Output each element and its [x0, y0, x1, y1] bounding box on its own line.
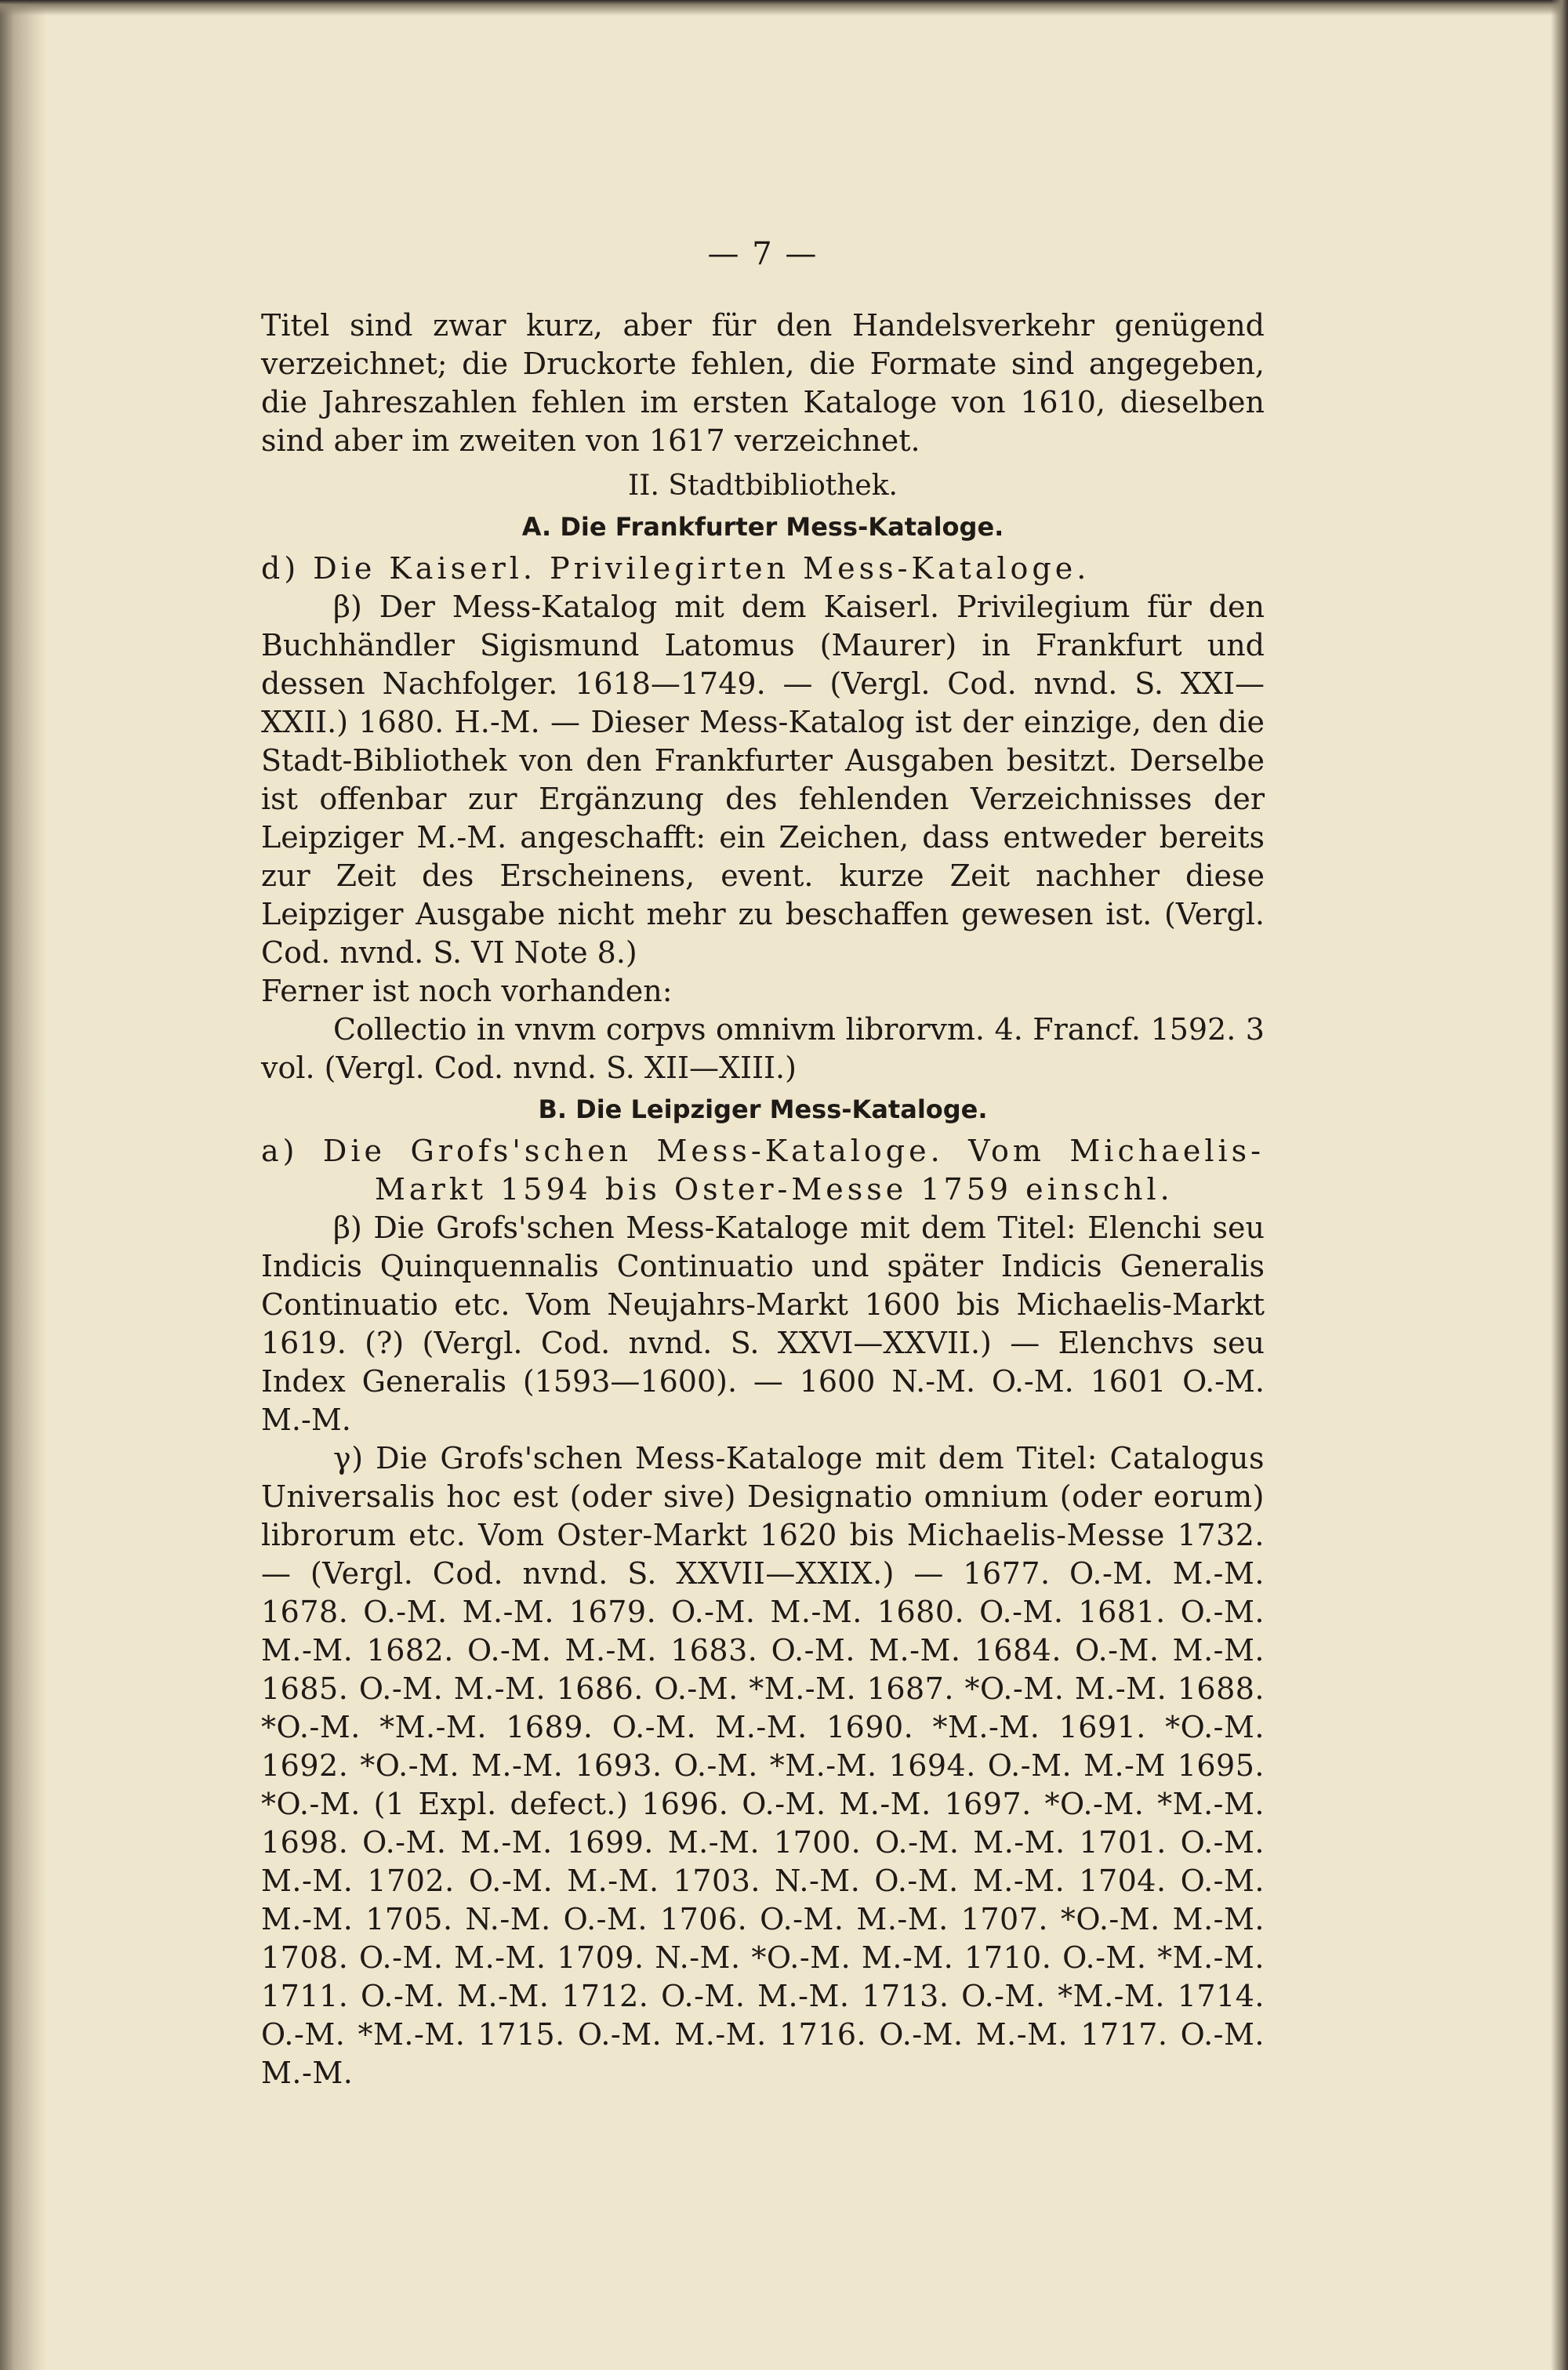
paragraph-beta-latomus: β) Der Mess-Katalog mit dem Kaiserl. Privilegium für den Buchhändler Sigismund Latomus (Maurer) in Frankfurt und dessen Nachfolger. 1618—1749. — (Vergl. Cod. nvnd. S. XXI—XXII.) 1680. H.-M. — Dieser Mess-Katalog ist der einzige, den die Stadt-Bibliothek von den Frankfurter Ausgaben besitzt. Derselbe ist offenbar zur Ergänzung des fehlenden Verzeichnisses der Leipziger M.-M. angeschafft: ein Zeichen, dass entweder bereits zur Zeit des Erscheinens, event. kurze Zeit nachher diese Leipziger Ausgabe nicht mehr zu beschaffen gewesen ist. (Vergl. Cod. nvnd. S. VI Note 8.): [261, 590, 1265, 970]
paragraph-ferner: Ferner ist noch vorhanden:: [261, 974, 673, 1008]
paragraph-beta-elenchi: β) Die Grofs'schen Mess-Kataloge mit dem Titel: Elenchi seu Indicis Quinquennalis Continuatio und später Indicis Generalis Continuatio etc. Vom Neujahrs-Markt 1600 bis Michaelis-Markt 1619. (?) (Vergl. Cod. nvnd. S. XXVI—XXVII.) — Elenchvs seu Index Generalis (1593—1600). — 1600 N.-M. O.-M. 1601 O.-M. M.-M.: [261, 1210, 1265, 1437]
section-heading-stadtbibliothek: II. Stadtbibliothek.: [628, 470, 898, 502]
page-right-edge: [1551, 0, 1568, 2370]
section-heading-leipziger: B. Die Leipziger Mess-Kataloge.: [538, 1094, 988, 1124]
section-heading-frankfurter: A. Die Frankfurter Mess-Kataloge.: [521, 512, 1004, 542]
paragraph-gamma-catalogus: γ) Die Grofs'schen Mess-Kataloge mit dem Titel: Catalogus Universalis hoc est (oder sive) Designatio omnium (oder eorum) librorum etc. Vom Oster-Markt 1620 bis Michaelis-Messe 1732. — (Vergl. Cod. nvnd. S. XXVII—XXIX.) — 1677. O.-M. M.-M. 1678. O.-M. M.-M. 1679. O.-M. M.-M. 1680. O.-M. 1681. O.-M. M.-M. 1682. O.-M. M.-M. 1683. O.-M. M.-M. 1684. O.-M. M.-M. 1685. O.-M. M.-M. 1686. O.-M. *M.-M. 1687. *O.-M. M.-M. 1688. *O.-M. *M.-M. 1689. O.-M. M.-M. 1690. *M.-M. 1691. *O.-M. 1692. *O.-M. M.-M. 1693. O.-M. *M.-M. 1694. O.-M. M.-M 1695. *O.-M. (1 Expl. defect.) 1696. O.-M. M.-M. 1697. *O.-M. *M.-M. 1698. O.-M. M.-M. 1699. M.-M. 1700. O.-M. M.-M. 1701. O.-M. M.-M. 1702. O.-M. M.-M. 1703. N.-M. O.-M. M.-M. 1704. O.-M. M.-M. 1705. N.-M. O.-M. 1706. O.-M. M.-M. 1707. *O.-M. M.-M. 1708. O.-M. M.-M. 1709. N.-M. *O.-M. M.-M. 1710. O.-M. *M.-M. 1711. O.-M. M.-M. 1712. O.-M. M.-M. 1713. O.-M. *M.-M. 1714. O.-M. *M.-M. 1715. O.-M. M.-M. 1716. O.-M. M.-M. 1717. O.-M. M.-M.: [261, 1441, 1265, 2090]
subsection-heading-grofs: a) Die Grofs'schen Mess-Kataloge. Vom Michaelis-Markt 1594 bis Oster-Messe 1759 einschl.: [261, 1134, 1265, 1207]
paragraph-intro: Titel sind zwar kurz, aber für den Handelsverkehr genügend verzeichnet; die Druckorte fehlen, die Formate sind angegeben, die Jahreszahlen fehlen im ersten Kataloge von 1610, dieselben sind aber im zweiten von 1617 verzeichnet.: [261, 308, 1265, 458]
subsection-heading-kaiserl: d) Die Kaiserl. Privilegirten Mess-Kataloge.: [261, 551, 1091, 586]
book-spine-shadow: [0, 0, 47, 2370]
paragraph-collectio: Collectio in vnvm corpvs omnivm librorvm. 4. Francf. 1592. 3 vol. (Vergl. Cod. nvnd. S. XII—XIII.): [261, 1012, 1265, 1085]
page-number: — 7 —: [707, 236, 818, 272]
page-text-block: [261, 235, 1265, 2092]
page-top-edge: [0, 0, 1568, 16]
